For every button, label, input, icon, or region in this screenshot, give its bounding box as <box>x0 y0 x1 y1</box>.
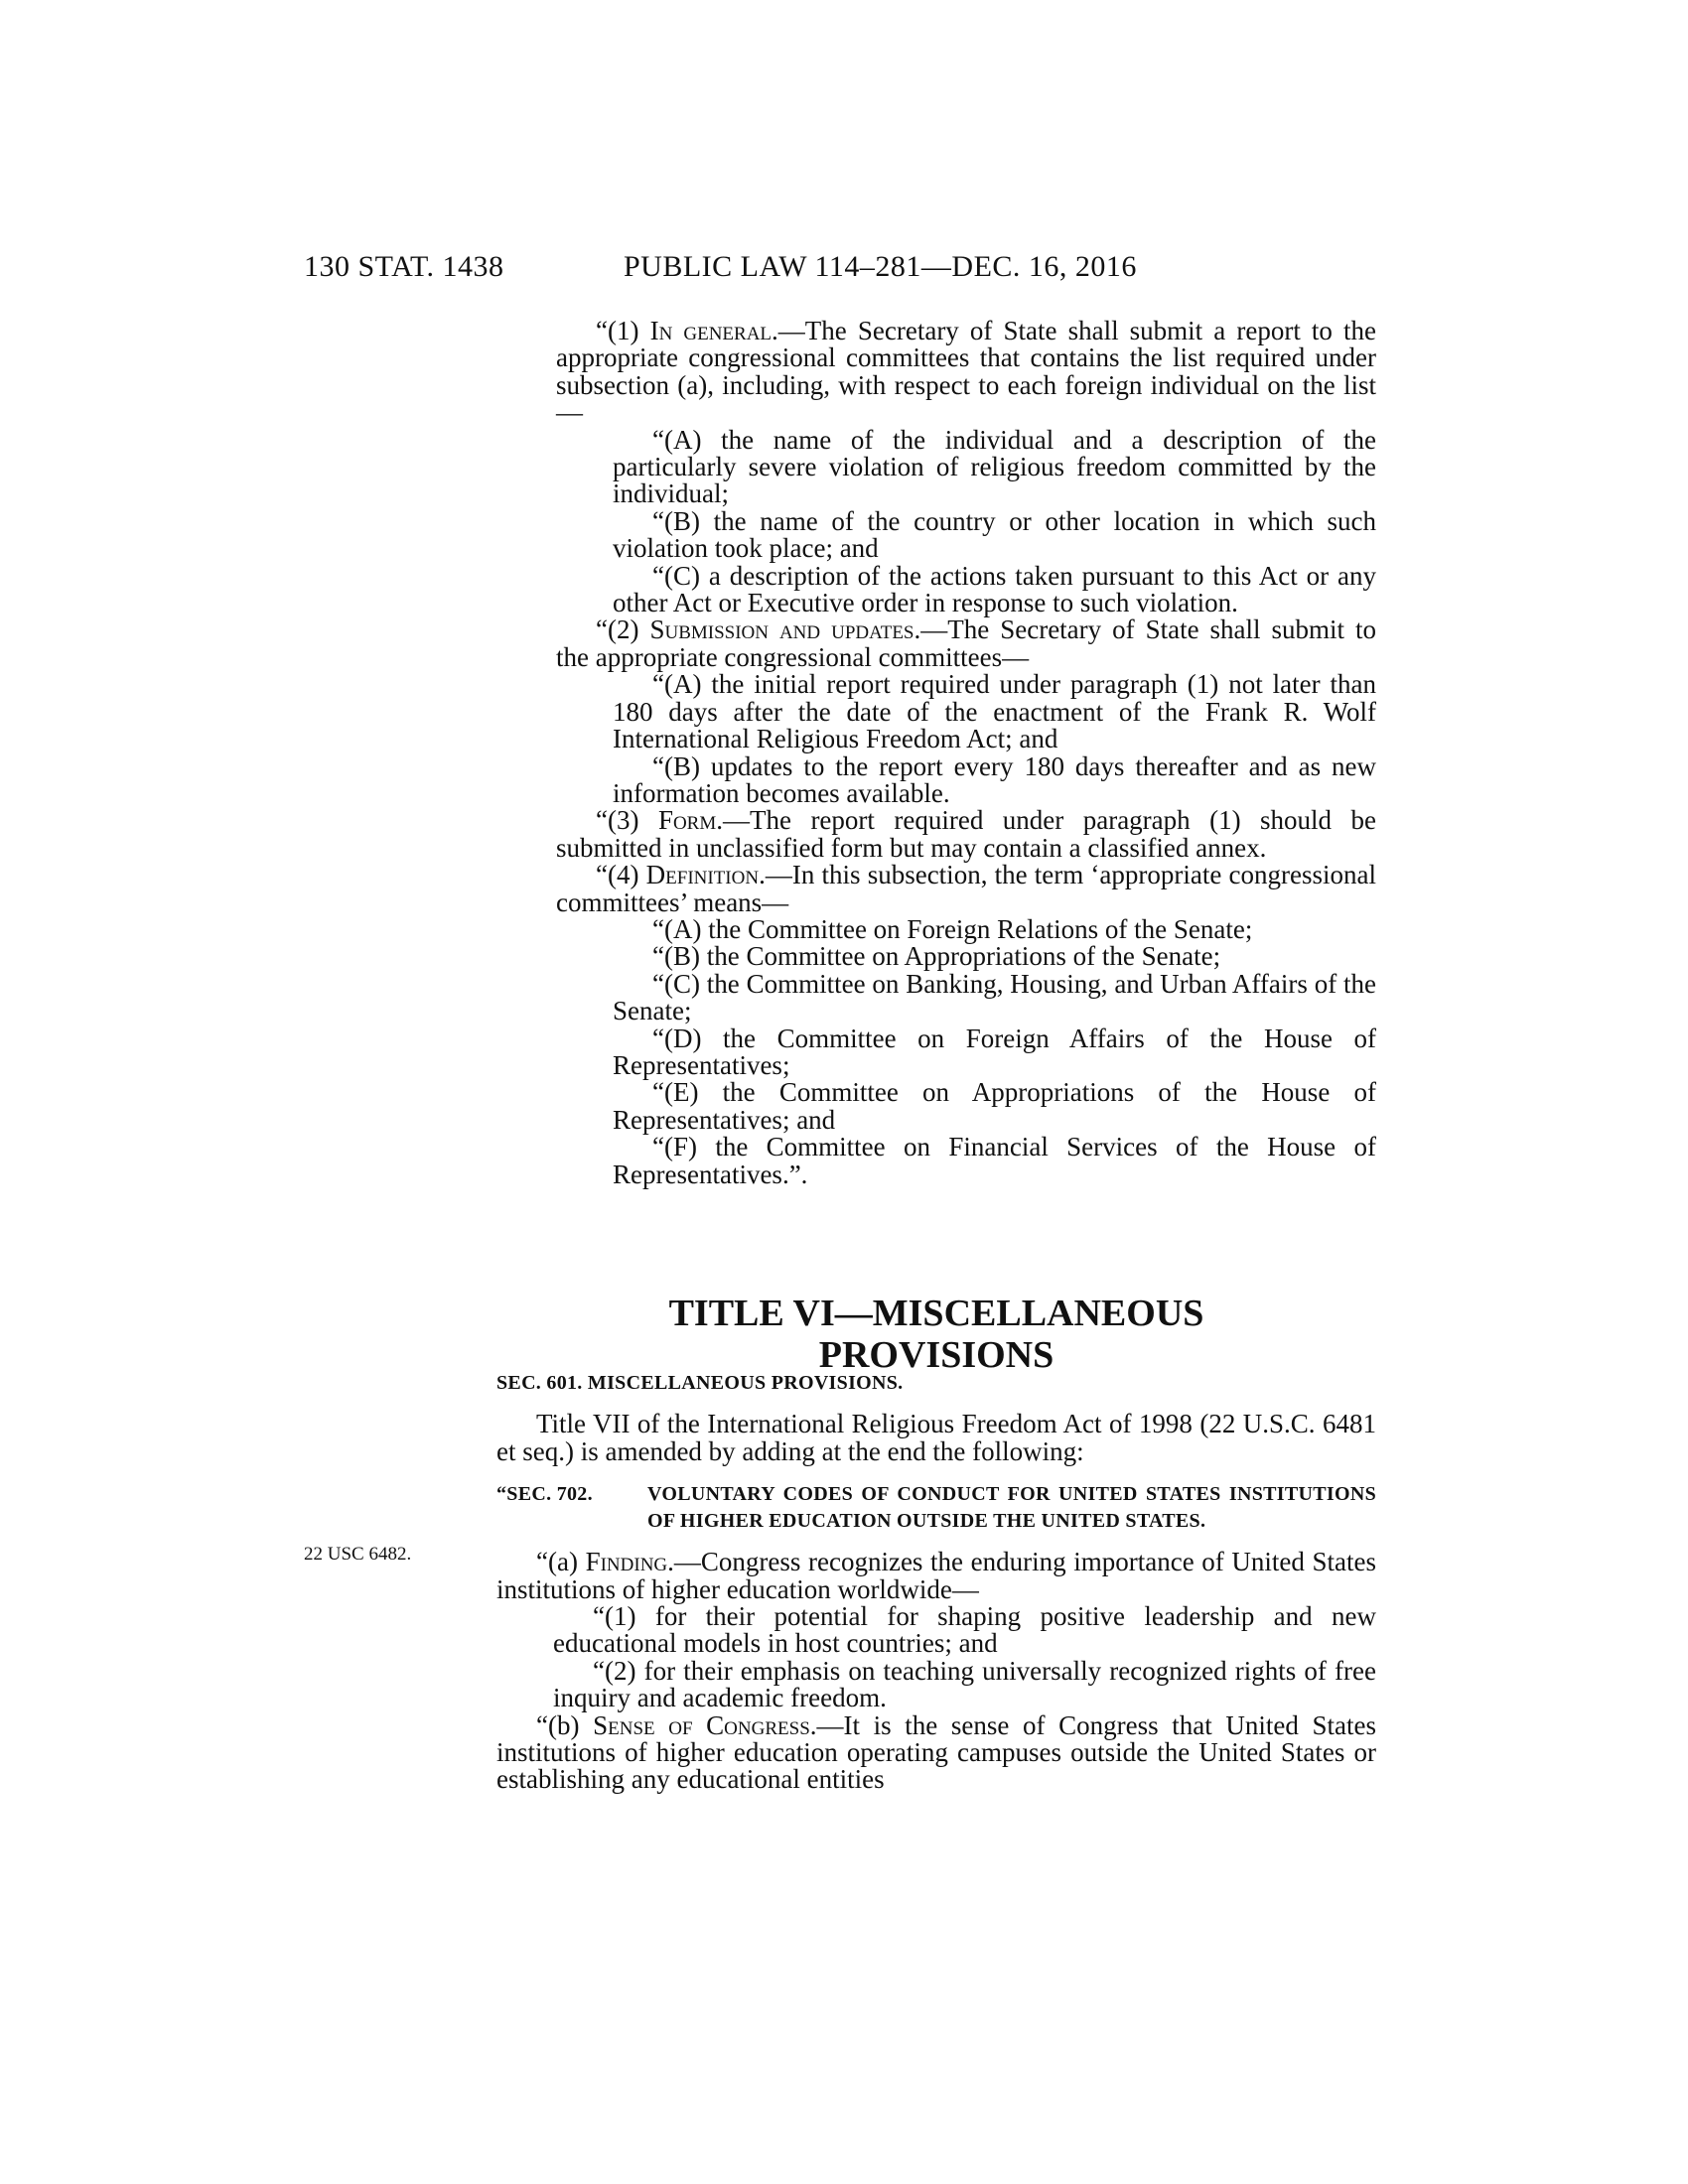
para-heading: In general <box>649 316 773 345</box>
subsection-a-1: “(1) for their potential for shaping positive leadership and new educational models in host countries; and <box>553 1601 1376 1659</box>
para-number: “(1) <box>596 316 650 345</box>
para-body: .—It is the sense of Congress that United States institutions of higher education operating campuses outside the United States or establishing any educational entities <box>496 1709 1376 1795</box>
subsection-a-2: “(2) for their emphasis on teaching universally recognized rights of free inquiry and academic freedom. <box>553 1655 1376 1713</box>
para-body: .—In this subsection, the term ‘appropriate congressional committees’ means— <box>556 860 1377 917</box>
para-body: .—The Secretary of State shall submit to the appropriate congressional committees— <box>556 614 1377 672</box>
title-line-2: PROVISIONS <box>818 1334 1055 1376</box>
paragraph-2-B: “(B) updates to the report every 180 days thereafter and as new information becomes available. <box>613 751 1376 808</box>
subsection-text-upper <box>556 318 1376 1188</box>
para-heading: Sense of Congress <box>593 1709 810 1740</box>
subsection-a <box>496 1549 1376 1603</box>
paragraph-1 <box>556 318 1376 427</box>
title-line-1: TITLE VI—MISCELLANEOUS <box>668 1293 1204 1334</box>
paragraph-2 <box>556 616 1376 671</box>
paragraph-4-D: “(D) the Committee on Foreign Affairs of the House of Representatives; <box>613 1023 1376 1080</box>
title-heading <box>496 1293 1376 1376</box>
paragraph-4-C: “(C) the Committee on Banking, Housing, and Urban Affairs of the Senate; <box>613 968 1376 1026</box>
para-body: .—The report required under paragraph (1) should be submitted in unclassified form but may contain a classified annex. <box>556 805 1377 863</box>
running-head: PUBLIC LAW 114–281—DEC. 16, 2016 <box>624 250 1137 283</box>
paragraph-2-A: “(A) the initial report required under paragraph (1) not later than 180 days after the date of the enactment of the Frank R. Wolf International Religious Freedom Act; and <box>613 669 1376 754</box>
para-number: “(2) <box>596 614 650 645</box>
paragraph-4-E: “(E) the Committee on Appropriations of the House of Representatives; and <box>613 1077 1376 1135</box>
paragraph-4 <box>556 862 1376 916</box>
margin-note-usc: 22 USC 6482. <box>304 1544 412 1565</box>
section-601-body: Title VII of the International Religious Freedom Act of 1998 (22 U.S.C. 6481 et seq.) is amended by adding at the end the following: <box>496 1409 1376 1466</box>
section-heading: SEC. 601. MISCELLANEOUS PROVISIONS. <box>496 1372 904 1394</box>
para-body: .—The Secretary of State shall submit a report to the appropriate congressional committees that contains the list required under subsection (a), including, with respect to each foreign individual on the list— <box>556 316 1377 428</box>
para-number: “(3) <box>596 805 658 836</box>
paragraph-1-C: “(C) a description of the actions taken pursuant to this Act or any other Act or Executive order in response to such violation. <box>613 560 1376 618</box>
paragraph-4-F: “(F) the Committee on Financial Services of the House of Representatives.”. <box>613 1132 1376 1189</box>
section-601 <box>496 1370 1376 1794</box>
para-number: “(b) <box>536 1709 594 1740</box>
para-number: “(4) <box>596 860 646 890</box>
para-heading: Definition <box>645 860 760 890</box>
paragraph-4-A: “(A) the Committee on Foreign Relations of the Senate; <box>652 913 1253 944</box>
section-702-heading <box>496 1481 1376 1535</box>
section-702-title: VOLUNTARY CODES OF CONDUCT FOR UNITED STATES INSTITUTIONS OF HIGHER EDUCATION OUTSIDE THE UNITED STATES. <box>647 1483 1376 1533</box>
section-702-label: “SEC. 702. <box>496 1483 593 1506</box>
paragraph-1-B: “(B) the name of the country or other location in which such violation took place; and <box>613 505 1376 564</box>
paragraph-1-A: “(A) the name of the individual and a description of the particularly severe violation of religious freedom committed by the individual; <box>613 424 1376 509</box>
paragraph-4-B: “(B) the Committee on Appropriations of the Senate; <box>652 941 1221 972</box>
stat-page-number: 130 STAT. 1438 <box>304 250 504 283</box>
paragraph-3 <box>556 807 1376 862</box>
para-heading: Form <box>657 805 717 836</box>
subsection-b <box>496 1709 1376 1795</box>
para-number: “(a) <box>536 1547 586 1577</box>
para-body: .—Congress recognizes the enduring importance of United States institutions of higher education worldwide— <box>496 1547 1376 1604</box>
para-heading: Finding <box>585 1547 668 1577</box>
para-heading: Submission and updates <box>649 614 914 645</box>
